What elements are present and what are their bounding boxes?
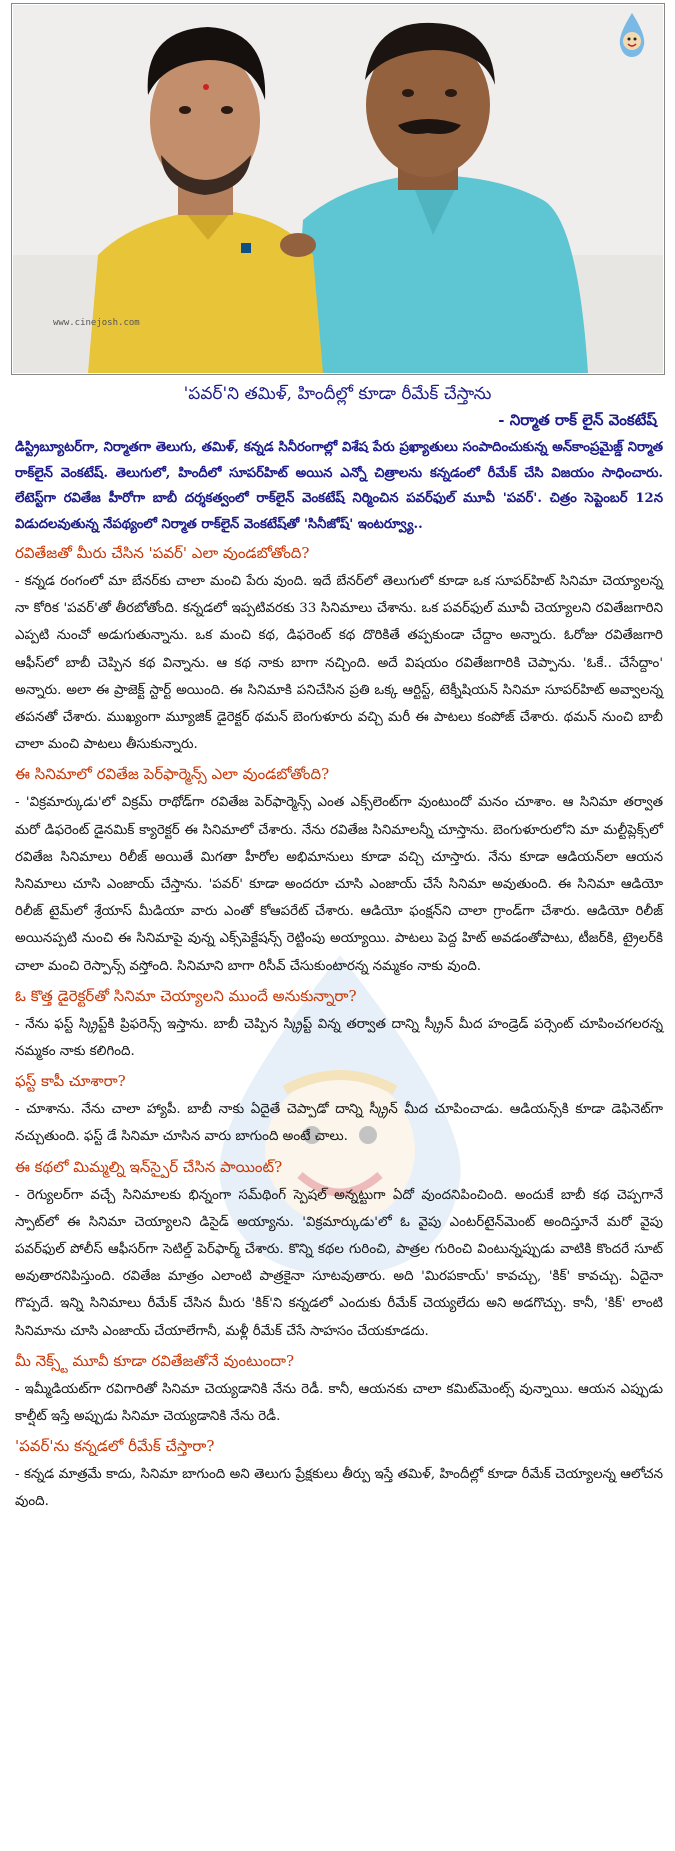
question-4: ఫస్ట్ కాపీ చూశారా? — [15, 1072, 126, 1091]
question-6: మీ నెక్స్ట్ మూవీ కూడా రవితేజతోనే వుంటుందా? — [15, 1351, 295, 1370]
article-photo — [13, 5, 663, 373]
article-body — [15, 435, 663, 1516]
question-2: ఈ సినిమాలో రవితేజ పెర్‌ఫార్మెన్స్ ఎలా వుండబోతోంది? — [15, 765, 330, 784]
question-3: ఓ కొత్త డైరెక్టర్‌తో సినిమా చెయ్యాలని ముందే అనుకున్నారా? — [15, 986, 357, 1005]
question-5: ఈ కథలో మిమ్మల్ని ఇన్‌స్పైర్ చేసిన పాయింట్? — [15, 1157, 283, 1176]
cinejosh-logo-icon — [615, 11, 649, 59]
question-1: రవితేజతో మీరు చేసిన 'పవర్' ఎలా వుండబోతోంది? — [15, 544, 310, 562]
article-byline: - నిర్మాత రాక్ లైన్ వెంకటేష్ — [498, 411, 657, 429]
photo-frame — [11, 3, 665, 375]
answer-2: - 'విక్రమార్కుడు'లో విక్రమ్ రాథోడ్‌గా రవితేజ పెర్‌ఫార్మెన్స్ ఎంత ఎక్స్‌లెంట్‌గా వుంటుందో మనం చూశాం. ఆ సినిమా తర్వాత మరో డిఫరెంట్ డైనమిక్ క్యారెక్టర్ ఈ సినిమాలో చేశారు. నేను రవితేజ సినిమాలన్నీ చూస్తాను. బెంగుళూరులోని మా మల్టీప్లెక్స్‌లో రవితేజ సినిమాలు రిలీజ్ అయితే మిగతా హీరోల అభిమానులు కూడా వచ్చి చూస్తారు. నేను కూడా ఆడియన్‌లా ఆయన సినిమాలు చూసి ఎంజాయ్ చేస్తాను. 'పవర్' కూడా అందరూ చూసి ఎంజాయ్ చేసే సినిమా అవుతుంది. ఈ సినిమా ఆడియో రిలీజ్ టైమ్‌లో శ్రేయాస్ మీడియా వారు ఎంతో కోఆపరేట్ చేశారు. ఆడియో ఫంక్షన్‌ని చాలా గ్రాండ్‌గా చేశారు. ఆడియో రిలీజ్ అయినప్పటి నుంచి ఈ సినిమాపై వున్న ఎక్స్‌పెక్టేషన్స్ రెట్టింపు అయ్యాయి. పాటలు పెద్ద హిట్ అవడంతోపాటు, టీజర్‌కి, ట్రైలర్‌కి చాలా మంచి రెస్పాన్స్ వస్తోంది. సినిమాని బాగా రిసీవ్ చేసుకుంటారన్న నమ్మకం నాకు వుంది. — [15, 795, 663, 974]
answer-6: - ఇమ్మీడియట్‌గా రవిగారితో సినిమా చెయ్యడానికి నేను రెడీ. కానీ, ఆయనకు చాలా కమిట్‌మెంట్స్ వున్నాయి. ఆయన ఎప్పుడు కాల్షీట్ ఇస్తే అప్పుడు సినిమా చెయ్యడానికి నేను రెడీ. — [15, 1381, 663, 1425]
photo-watermark: www.cinejosh.com — [53, 318, 140, 328]
answer-4: - చూశాను. నేను చాలా హ్యాపీ. బాబీ నాకు ఏదైతే చెప్పాడో దాన్ని స్క్రీన్ మీద చూపించాడు. ఆడియన్స్‌కి కూడా డెఫినెట్‌గా నచ్చుతుంది. ఫస్ట్ డే సినిమా చూసిన వారు బాగుంది అంటే చాలు. — [15, 1102, 663, 1145]
article-intro: డిస్ట్రిబ్యూటర్‌గా, నిర్మాతగా తెలుగు, తమిళ్, కన్నడ సినీరంగాల్లో విశేష పేరు ప్రఖ్యాతులు సంపాదించుకున్న అన్‌కాంప్రమైజ్డ్ నిర్మాత రాక్‌లైన్ వెంకటేష్. తెలుగులో, హిందీలో సూపర్‌హిట్ అయిన ఎన్నో చిత్రాలను కన్నడంలో రీమేక్ చేసి విజయం సాధించారు. లేటెస్ట్‌గా రవితేజ హీరోగా బాబీ దర్శకత్వంలో రాక్‌లైన్ వెంకటేష్ నిర్మించిన పవర్‌ఫుల్ మూవీ 'పవర్'. చిత్రం సెప్టెంబర్ 12న విడుదలవుతున్న నేపథ్యంలో నిర్మాత రాక్‌లైన్ వెంకటేష్‌తో 'సినీజోష్' ఇంటర్వ్యూ.. — [15, 440, 663, 532]
article-headline: 'పవర్'ని తమిళ్, హిందీల్లో కూడా రీమేక్ చేస్తాను — [183, 384, 492, 404]
answer-3: - నేను ఫస్ట్ స్క్రిప్ట్‌కి ప్రిఫరెన్స్ ఇస్తాను. బాబీ చెప్పిన స్క్రిప్ట్ విన్న తర్వాత దాన్ని స్క్రీన్ మీద హండ్రెడ్ పర్సెంట్ చూపించగలరన్న నమ్మకం నాకు కలిగింది. — [15, 1016, 663, 1060]
answer-1: - కన్నడ రంగంలో మా బేనర్‌కు చాలా మంచి పేరు వుంది. ఇదే బేనర్‌లో తెలుగులో కూడా ఒక సూపర్‌హిట్ సినిమా చెయ్యాలన్న నా కోరిక 'పవర్'తో తీరబోతోంది. కన్నడలో ఇప్పటివరకు 33 సినిమాలు చేశాను. ఒక పవర్‌ఫుల్ మూవీ చెయ్యాలని రవితేజగారిని ఎప్పటి నుంచో అడుగుతున్నాను. ఒక మంచి కథ, డిఫరెంట్ కథ దొరికితే తప్పకుండా చేద్దాం అన్నారు. ఓరోజు రవితేజగారి ఆఫీస్‌లో బాబీ చెప్పిన కథ విన్నాను. ఆ కథ నాకు బాగా నచ్చింది. అదే విషయం రవితేజగారికి చెప్పాను. 'ఓకే.. చేసేద్దాం' అన్నారు. అలా ఈ ప్రాజెక్ట్ స్టార్ట్ అయింది. ఈ సినిమాకి పనిచేసిన ప్రతి ఒక్క ఆర్టిస్ట్, టెక్నీషియన్ సినిమా సూపర్‌హిట్ అవ్వాలన్న తపనతో చేశారు. ముఖ్యంగా మ్యూజిక్ డైరెక్టర్ థమన్ బెంగుళూరు వచ్చి మరీ ఈ పాటలు కంపోజ్ చేశారు. థమన్ నుంచి బాబీ చాలా మంచి పాటలు తీసుకున్నారు. — [15, 574, 663, 753]
question-7: 'పవర్'ను కన్నడలో రీమేక్ చేస్తారా? — [15, 1437, 215, 1456]
answer-7: - కన్నడ మాత్రమే కాదు, సినిమా బాగుంది అని తెలుగు ప్రేక్షకులు తీర్పు ఇస్తే తమిళ్, హిందీల్లో కూడా రీమేక్ చెయ్యాలన్న ఆలోచన వుంది. — [15, 1467, 663, 1510]
answer-5: - రెగ్యులర్‌గా వచ్చే సినిమాలకు భిన్నంగా సమ్‌థింగ్ స్పెషల్ అన్నట్టుగా ఏదో వుందనిపించింది. అందుకే బాబీ కథ చెప్పగానే స్పాట్‌లో ఈ సినిమా చెయ్యాలని డిసైడ్ అయ్యాను. 'విక్రమార్కుడు'లో ఓ వైపు ఎంటర్‌టైన్‌మెంట్ అందిస్తూనే మరో వైపు పవర్‌ఫుల్ పోలీస్ ఆఫీసర్‌గా సెటిల్డ్ పెర్‌ఫార్మ్ చేశారు. కొన్ని కథల గురించి, పాత్రల గురించి వింటున్నప్పుడు వాటికి కొందరే సూట్ అవుతారనిపిస్తుంది. రవితేజ మాత్రం ఎలాంటి పాత్రకైనా సూటవుతారు. అది 'మిరపకాయ్' కావచ్చు, 'కిక్' కావచ్చు. ఏదైనా గొప్పదే. ఇన్ని సినిమాలు రీమేక్ చేసిన మీరు 'కిక్'ని కన్నడలో ఎందుకు రీమేక్ చెయ్యలేదు అని అడగొచ్చు. కానీ, 'కిక్' లాంటి సినిమాను చూసి ఎంజాయ్ చేయాలేగానీ, మళ్లీ రీమేక్ చేసే సాహసం చేయకూడదు. — [15, 1187, 663, 1339]
